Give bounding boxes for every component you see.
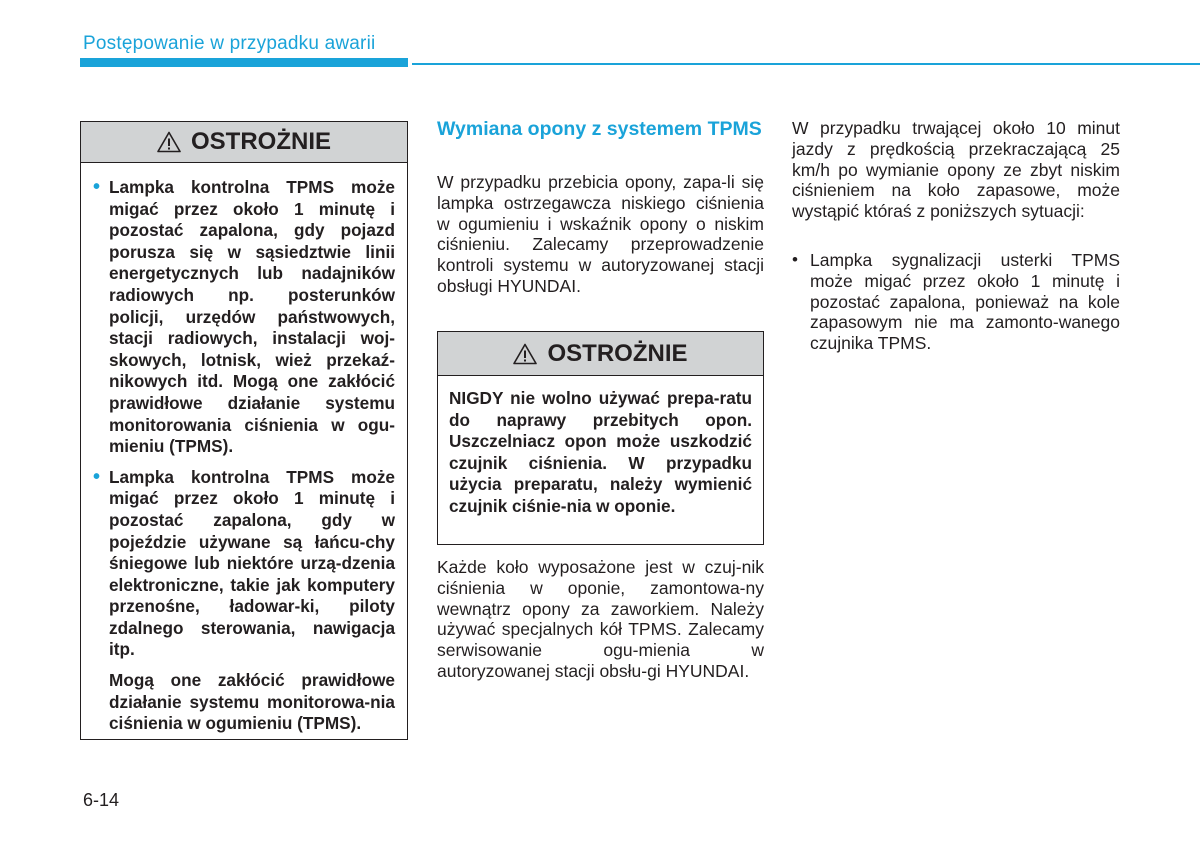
caution-content xyxy=(438,376,763,518)
caution-bullet-item xyxy=(93,467,395,661)
warning-triangle-icon xyxy=(157,131,181,153)
caution-bullet-text: Lampka kontrolna TPMS może migać przez około 1 minutę i pozostać zapalona, gdy pojazd porusza się w sąsiedztwie linii energetycznych lub nadajników radiowych np. posterunków policji, urzędów państwowych, stacji radiowych, instalacji woj-skowych, lotnisk, wież przekaź-nikowych itd. Mogą one zakłócić prawidłowe działanie systemu monitorowania ciśnienia w ogu-mieniu (TPMS). xyxy=(109,177,395,457)
caution-bullet-text: Lampka kontrolna TPMS może migać przez około 1 minutę i pozostać zapalona, gdy w pojeździe używane są łańcu-chy śniegowe lub niektóre urzą-dzenia elektroniczne, takie jak komputery przenośne, ładowar-ki, piloty zdalnego sterowania, nawigacja itp. xyxy=(109,466,395,660)
section-heading: Wymiana opony z systemem TPMS xyxy=(437,118,762,140)
header-rule-thin xyxy=(412,63,1200,65)
col3-bullet-item xyxy=(792,250,1120,354)
section-intro-paragraph: W przypadku przebicia opony, zapa-li się lampka ostrzegawcza niskiego ciśnienia w ogumieniu i wskaźnik opony o niskim ciśnieniu. Zalecamy przeprowadzenie kontroli systemu w autoryzowanej stacji obsługi HYUNDAI. xyxy=(437,172,764,296)
caution-bullet-item xyxy=(93,177,395,458)
section-after-caution-paragraph: Każde koło wyposażone jest w czuj-nik ciśnienia w oponie, zamontowa-ny wewnątrz opony za zaworkiem. Należy używać specjalnych kół TPMS. Zalecamy serwisowanie ogu-mienia w autoryzowanej stacji obsłu-gi HYUNDAI. xyxy=(437,557,764,681)
caution-content xyxy=(81,163,407,735)
page-header-title: Postępowanie w przypadku awarii xyxy=(83,33,376,54)
col3-bullet-text: Lampka sygnalizacji usterki TPMS może migać przez około 1 minutę i pozostać zapalona, ponieważ na kole zapasowym nie ma zamonto-wanego czujnika TPMS. xyxy=(810,250,1120,354)
bullet-dot: • xyxy=(792,250,798,269)
bullet-dot: • xyxy=(93,465,101,488)
warning-triangle-icon xyxy=(513,343,537,365)
caution-header xyxy=(81,122,407,163)
caution-header xyxy=(438,332,763,376)
col3-paragraph: W przypadku trwającej około 10 minut jazdy z prędkością przekraczającą 25 km/h po wymianie opony ze zbyt niskim ciśnieniem na koło zapasowe, może wystąpić któraś z poniższych sytuacji: xyxy=(792,118,1120,222)
caution-title: OSTROŻNIE xyxy=(190,128,331,155)
caution-text: NIGDY nie wolno używać prepa-ratu do naprawy przebitych opon. Uszczelniacz opon może uszkodzić czujnik ciśnienia. W przypadku użycia preparatu, należy wymienić czujnik ciśnie-nia w oponie. xyxy=(449,388,752,516)
caution-box-left xyxy=(80,121,408,740)
bullet-dot: • xyxy=(93,176,101,198)
page-number: 6-14 xyxy=(83,790,120,810)
caution-trailing-paragraph: Mogą one zakłócić prawidłowe działanie systemu monitorowa-nia ciśnienia w ogumieniu (TPMS). xyxy=(109,670,395,734)
caution-box-middle xyxy=(437,331,764,545)
caution-title: OSTROŻNIE xyxy=(547,339,688,367)
header-rule-thick xyxy=(80,58,408,67)
